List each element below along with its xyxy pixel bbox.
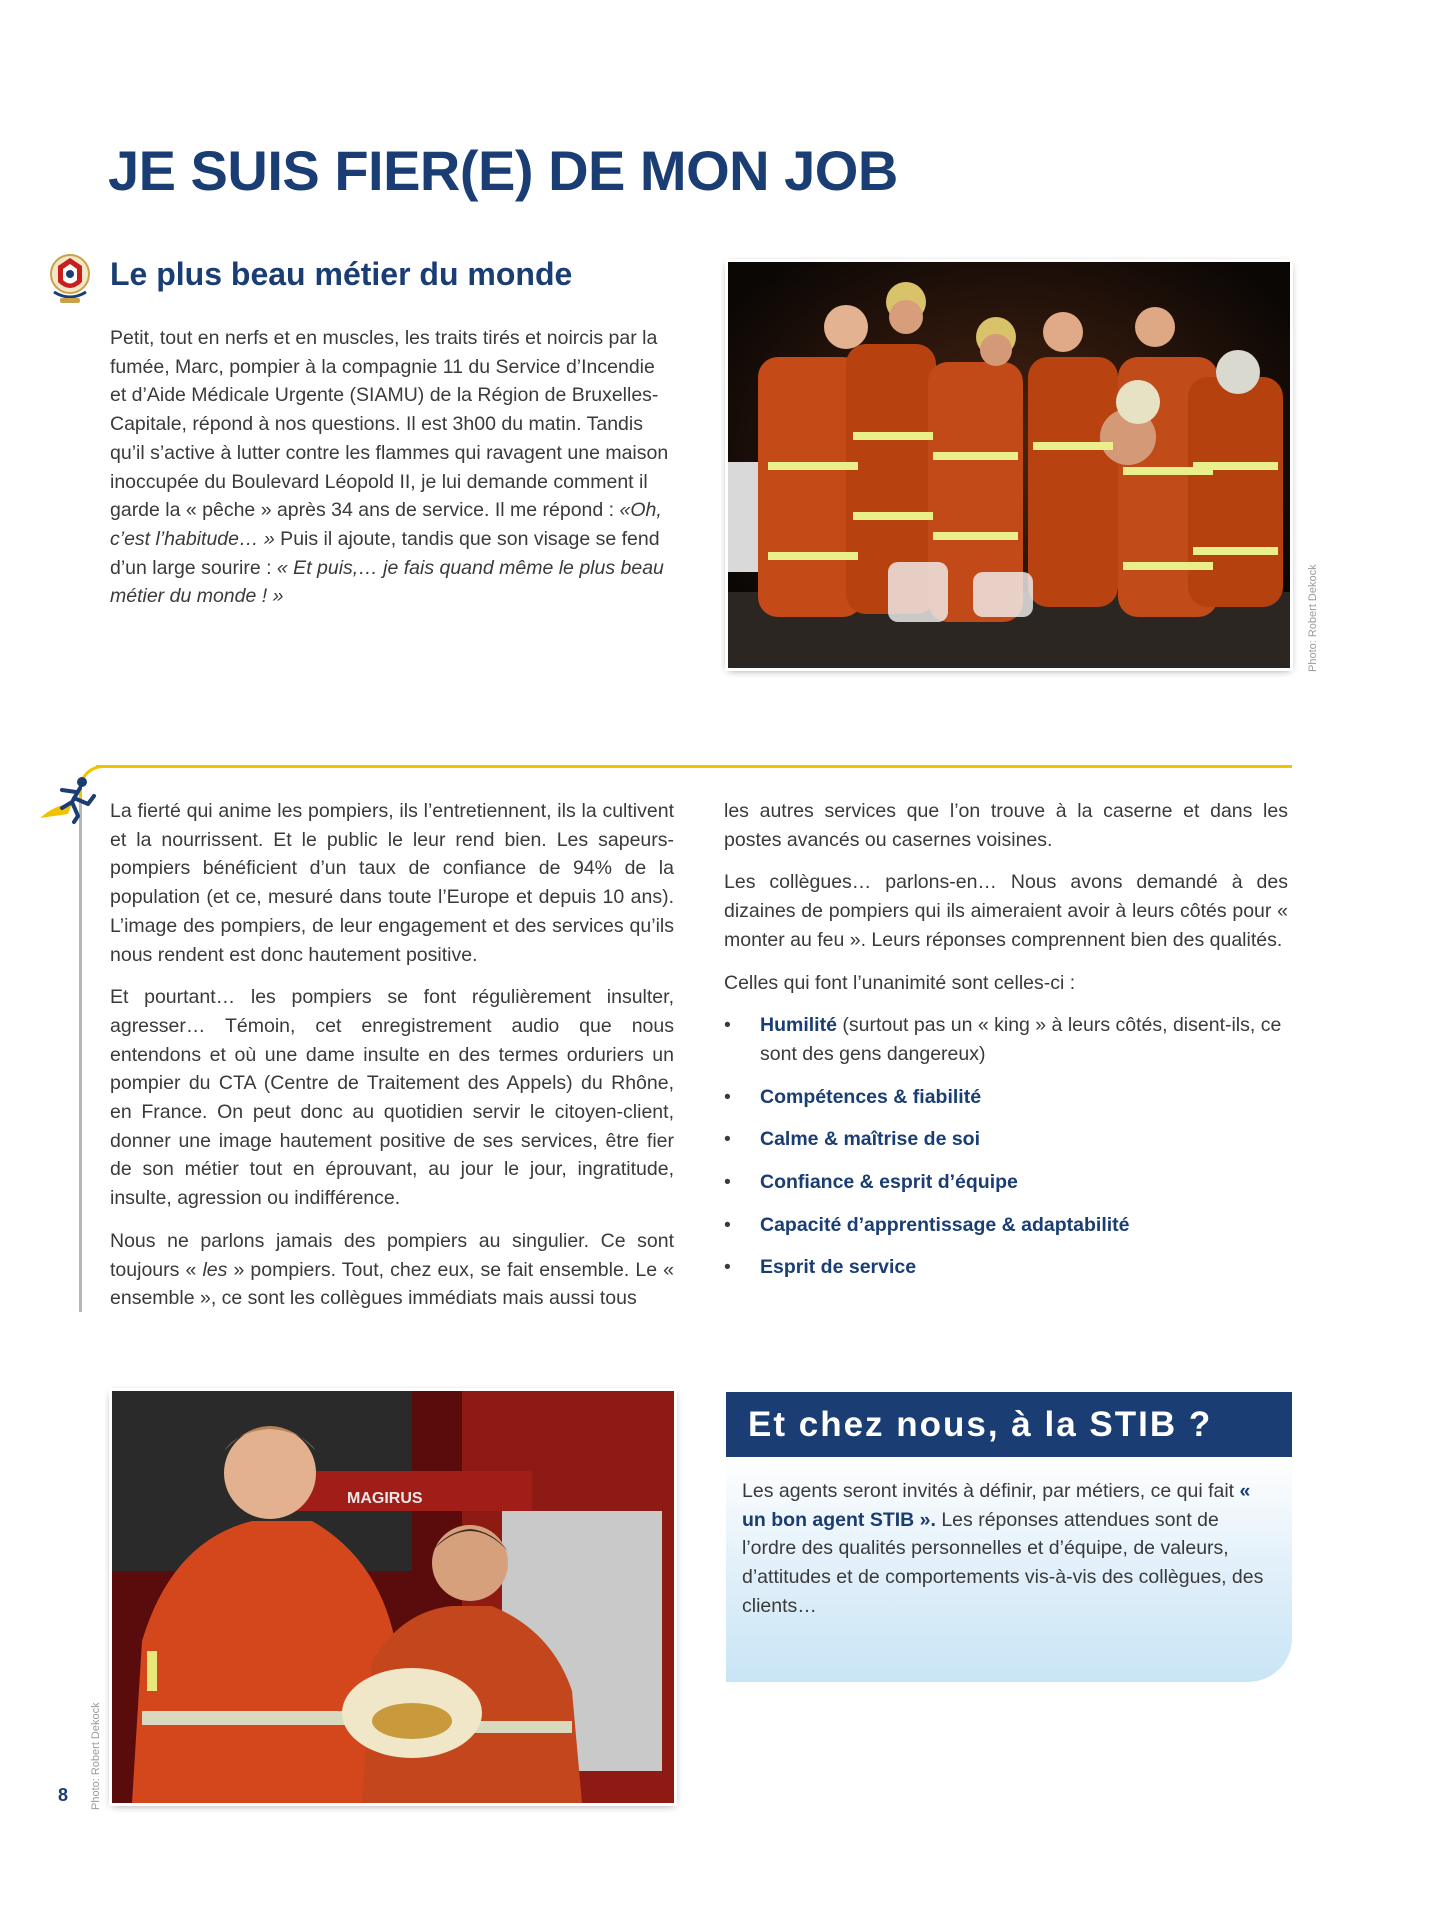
page-title: JE SUIS FIER(E) DE MON JOB — [108, 139, 898, 202]
section-heading: Le plus beau métier du monde — [110, 256, 573, 292]
photo-credit: Photo: Robert Dekock — [1307, 564, 1319, 672]
quality-name: Calme & maîtrise de soi — [760, 1128, 981, 1151]
quality-detail: (surtout pas un « king » à leurs côtés, disent-ils, ce sont des gens dangereux) — [760, 1014, 1282, 1065]
article-column-right — [724, 797, 1288, 1296]
quality-name: Humilité — [760, 1014, 837, 1037]
callout-heading: Et chez nous, à la STIB ? — [726, 1392, 1292, 1457]
section-divider — [96, 765, 1292, 768]
list-item — [724, 1125, 1288, 1154]
column-side-rule — [79, 800, 82, 1312]
photo-credit: Photo: Robert Dekock — [90, 1702, 102, 1810]
callout-text — [742, 1477, 1270, 1621]
quality-name: Capacité d’apprentissage & adaptabilité — [760, 1213, 1130, 1236]
article-column-left — [110, 797, 674, 1327]
fire-brigade-emblem-icon — [46, 250, 94, 308]
list-item — [724, 1253, 1288, 1282]
page-number: 8 — [58, 1785, 69, 1805]
paragraph: Celles qui font l’unanimité sont celles-ci : — [724, 971, 1076, 994]
paragraph: Et pourtant… les pompiers se font régulièrement insulter, agresser… Témoin, cet enregistrement audio que nous entendons et où une dame insulte en des termes orduriers un pompier du CTA (Centre de Traitement des Appels) du Rhône, en France. On peut donc au quotidien servir le citoyen-client, donner une image hautement positive de ses services, être fier de son métier tout en éprouvant, au jour le jour, ingratitude, insulte, agression ou indifférence. — [110, 986, 674, 1210]
intro-text: Puis il ajoute, tandis que son visage se fend d’un large sourire : — [110, 527, 660, 579]
callout-highlight: « un bon agent STIB ». — [742, 1480, 1251, 1531]
list-item — [724, 1211, 1288, 1240]
quality-name: Esprit de service — [760, 1256, 917, 1279]
quality-name: Confiance & esprit d’équipe — [760, 1171, 1018, 1194]
callout-text-part: Les agents seront invités à définir, par métiers, ce qui fait — [742, 1480, 1240, 1502]
intro-paragraph — [110, 324, 674, 611]
paragraph-text: » pompiers. Tout, chez eux, se fait ensemble. Le « ensemble », ce sont les collègues immédiats mais aussi tous — [110, 1258, 674, 1310]
runner-figure-icon — [38, 774, 96, 824]
list-item — [724, 1168, 1288, 1197]
paragraph: La fierté qui anime les pompiers, ils l’entretiennent, ils la cultivent et la nourrissent. Et le public le leur rend bien. Les sapeurs-pompiers bénéficient d’un taux de confiance de 94% de la population (et ce, mesuré dans toute l’Europe et depuis 10 ans). L’image des pompiers, de leur engagement et des services qu’ils nous rendent est donc hautement positive. — [110, 800, 674, 966]
quality-name: Compétences & fiabilité — [760, 1085, 982, 1108]
firefighters-group-photo — [728, 262, 1290, 668]
intro-quote: « Et puis,… je fais quand même le plus beau métier du monde ! » — [110, 556, 664, 608]
paragraph: les autres services que l’on trouve à la caserne et dans les postes avancés ou casernes voisines. — [724, 800, 1288, 851]
truck-brand-text: MAGIRUS — [347, 1490, 423, 1507]
paragraph — [110, 1227, 674, 1313]
callout-body — [726, 1457, 1292, 1682]
list-item — [724, 1011, 1288, 1068]
callout-text-part: Les réponses attendues sont de l’ordre des qualités personnelles et d’équipe, de valeurs, d’attitudes et de comportements vis-à-vis des collègues, des clients… — [742, 1508, 1264, 1617]
paragraph-text: Nous ne parlons jamais des pompiers au singulier. Ce sont toujours « — [110, 1229, 674, 1281]
paragraph: Les collègues… parlons-en… Nous avons demandé à des dizaines de pompiers qui ils aimeraient avoir à leurs côtés pour « monter au feu ». Leurs réponses comprennent bien des qualités. — [724, 871, 1288, 951]
intro-quote: «Oh, c’est l’habitude… » — [110, 499, 662, 550]
list-item — [724, 1083, 1288, 1112]
intro-text: Petit, tout en nerfs et en muscles, les traits tirés et noircis par la fumée, Marc, pompier à la compagnie 11 du Service d’Incendie et d’Aide Médicale Urgente (SIAMU) de la Région de Bruxelles-Capitale, répond à nos questions. Il est 3h00 du matin. Tandis qu’il s’active à lutter contre les flammes qui ravagent une maison inoccupée du Boulevard Léopold II, je lui demande comment il garde la « pêche » après 34 ans de service. Il me répond : — [110, 327, 669, 522]
qualities-list — [724, 1011, 1288, 1282]
firefighters-group-photo-image — [728, 262, 1290, 668]
two-firefighters-photo — [112, 1391, 674, 1803]
two-firefighters-photo-image — [112, 1391, 674, 1803]
paragraph-emphasis: les — [202, 1258, 228, 1281]
stib-callout-box — [726, 1392, 1292, 1682]
